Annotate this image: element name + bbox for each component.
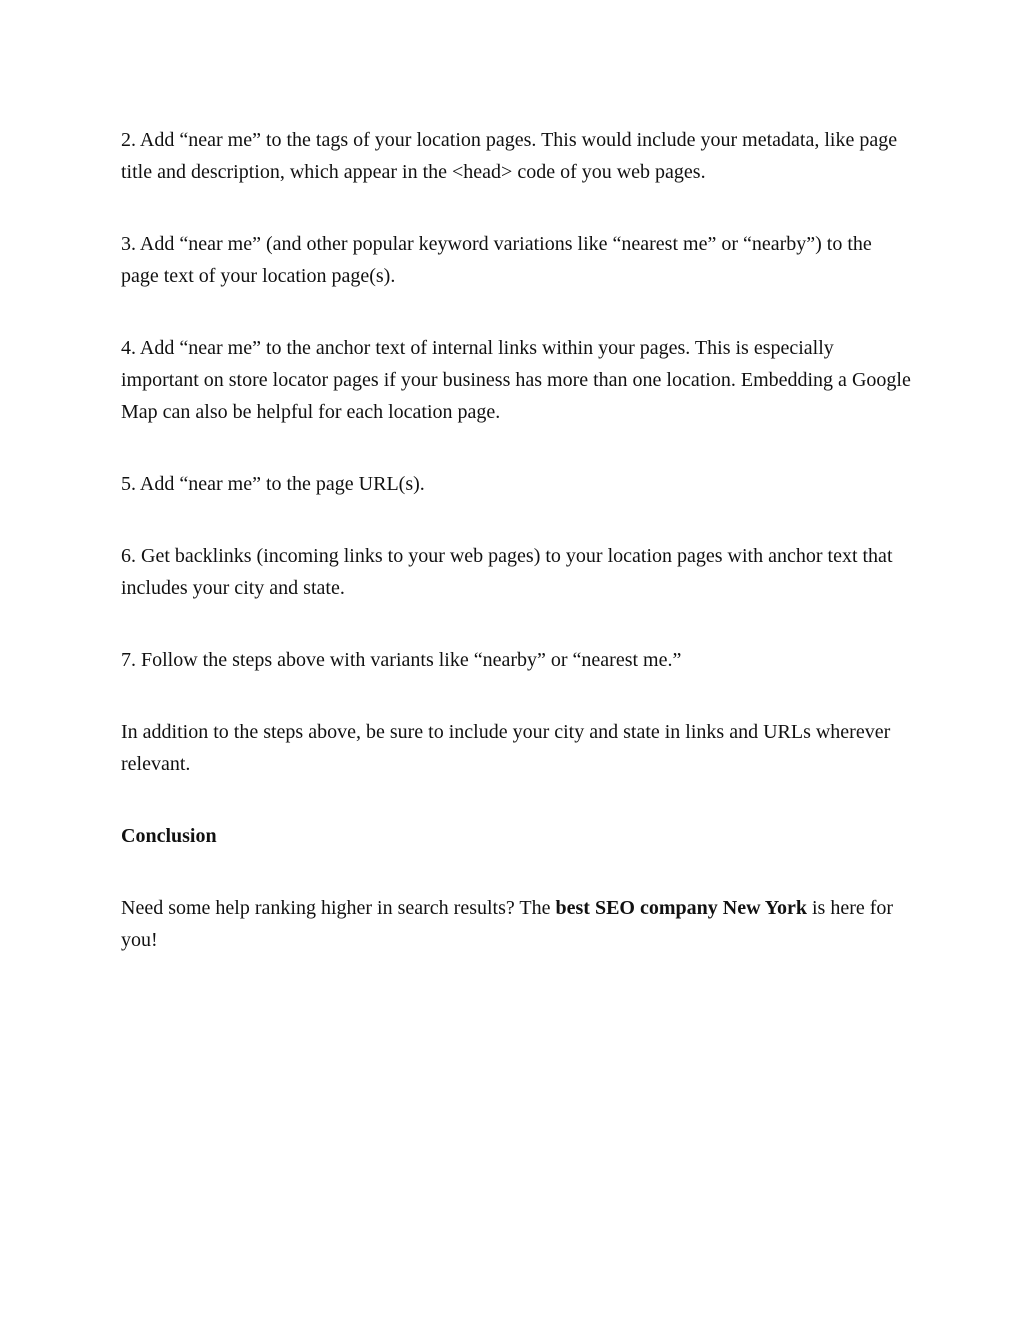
paragraph-additional-note: In addition to the steps above, be sure to include your city and state in links and URLs wherever relevant. [121,721,891,775]
paragraph-step-3: 3. Add “near me” (and other popular keyword variations like “nearest me” or “nearby”) to the page text of your location page(s). [121,233,872,287]
document-body [121,124,911,996]
paragraph-step-6: 6. Get backlinks (incoming links to your web pages) to your location pages with anchor text that includes your city and state. [121,545,893,599]
closing-bold-link-text: best SEO company New York [555,897,807,919]
paragraph-step-7: 7. Follow the steps above with variants like “nearby” or “nearest me.” [121,649,682,671]
closing-text-after: is here for you! [121,897,894,951]
closing-text-before: Need some help ranking higher in search results? The [121,897,556,919]
paragraph-step-2: 2. Add “near me” to the tags of your location pages. This would include your metadata, like page title and description, which appear in the <head> code of you web pages. [121,129,898,183]
conclusion-heading: Conclusion [121,825,217,847]
paragraph-step-5: 5. Add “near me” to the page URL(s). [121,473,425,495]
paragraph-step-4: 4. Add “near me” to the anchor text of internal links within your pages. This is especially important on store locator pages if your business has more than one location. Embedding a Google Map can also be helpful for each location page. [121,337,911,423]
closing-paragraph [121,892,911,956]
